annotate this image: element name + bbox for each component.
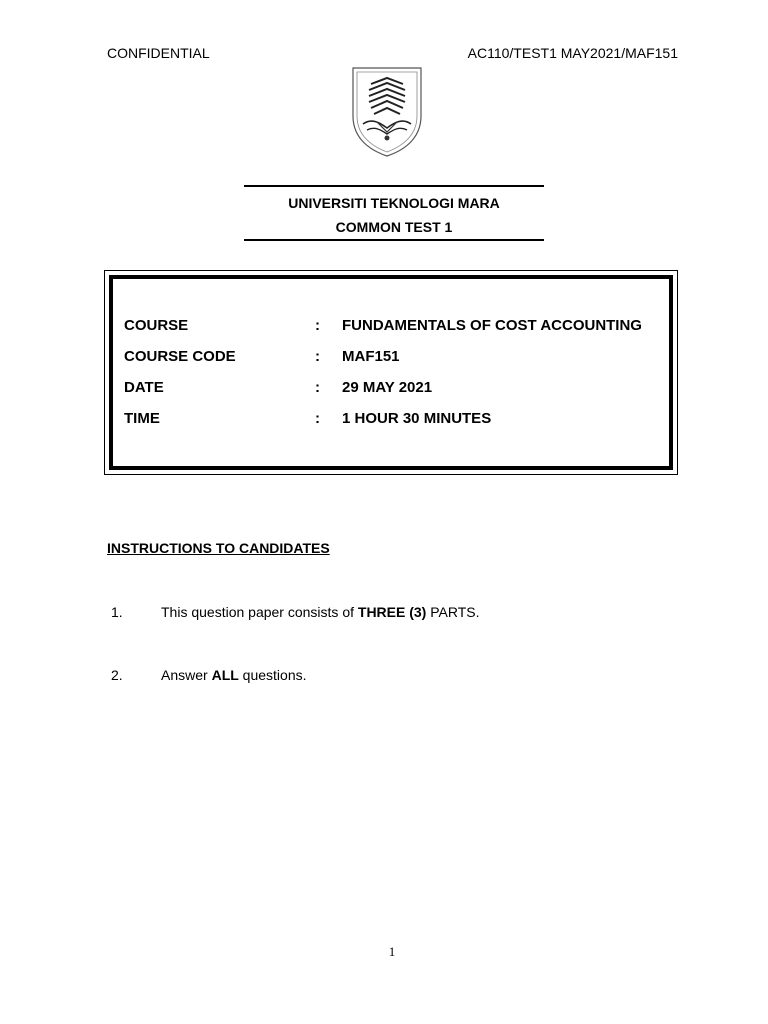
test-name: COMMON TEST 1 (335, 219, 453, 235)
info-value: 1 HOUR 30 MINUTES (342, 410, 492, 427)
title-rule-bottom (244, 239, 544, 241)
info-separator: : (315, 410, 320, 427)
instruction-number: 1. (111, 604, 123, 620)
university-crest-icon (349, 64, 425, 158)
instruction-text (161, 604, 480, 620)
info-separator: : (315, 379, 320, 396)
header-paper-code: AC110/TEST1 MAY2021/MAF151 (467, 45, 678, 61)
header-confidential: CONFIDENTIAL (107, 45, 210, 61)
info-label: DATE (124, 379, 164, 396)
instruction-text-post: PARTS. (426, 604, 480, 620)
course-info-box (104, 270, 678, 475)
instruction-number: 2. (111, 667, 123, 683)
instruction-text-bold: ALL (211, 667, 239, 683)
title-rule-top (244, 185, 544, 187)
info-separator: : (315, 348, 320, 365)
info-value: FUNDAMENTALS OF COST ACCOUNTING (342, 317, 642, 334)
instruction-text-pre: Answer (161, 667, 212, 683)
instruction-text (161, 667, 307, 683)
info-label: COURSE CODE (124, 348, 236, 365)
info-value: MAF151 (342, 348, 400, 365)
info-label: TIME (124, 410, 160, 427)
course-info-box-inner (109, 275, 673, 470)
info-separator: : (315, 317, 320, 334)
info-value: 29 MAY 2021 (342, 379, 433, 396)
instruction-text-pre: This question paper consists of (161, 604, 358, 620)
instructions-heading: INSTRUCTIONS TO CANDIDATES (107, 540, 330, 556)
info-label: COURSE (124, 317, 189, 334)
instruction-text-post: questions. (238, 667, 307, 683)
page-number: 1 (388, 944, 396, 959)
university-name: UNIVERSITI TEKNOLOGI MARA (288, 195, 500, 211)
instruction-text-bold: THREE (3) (357, 604, 427, 620)
